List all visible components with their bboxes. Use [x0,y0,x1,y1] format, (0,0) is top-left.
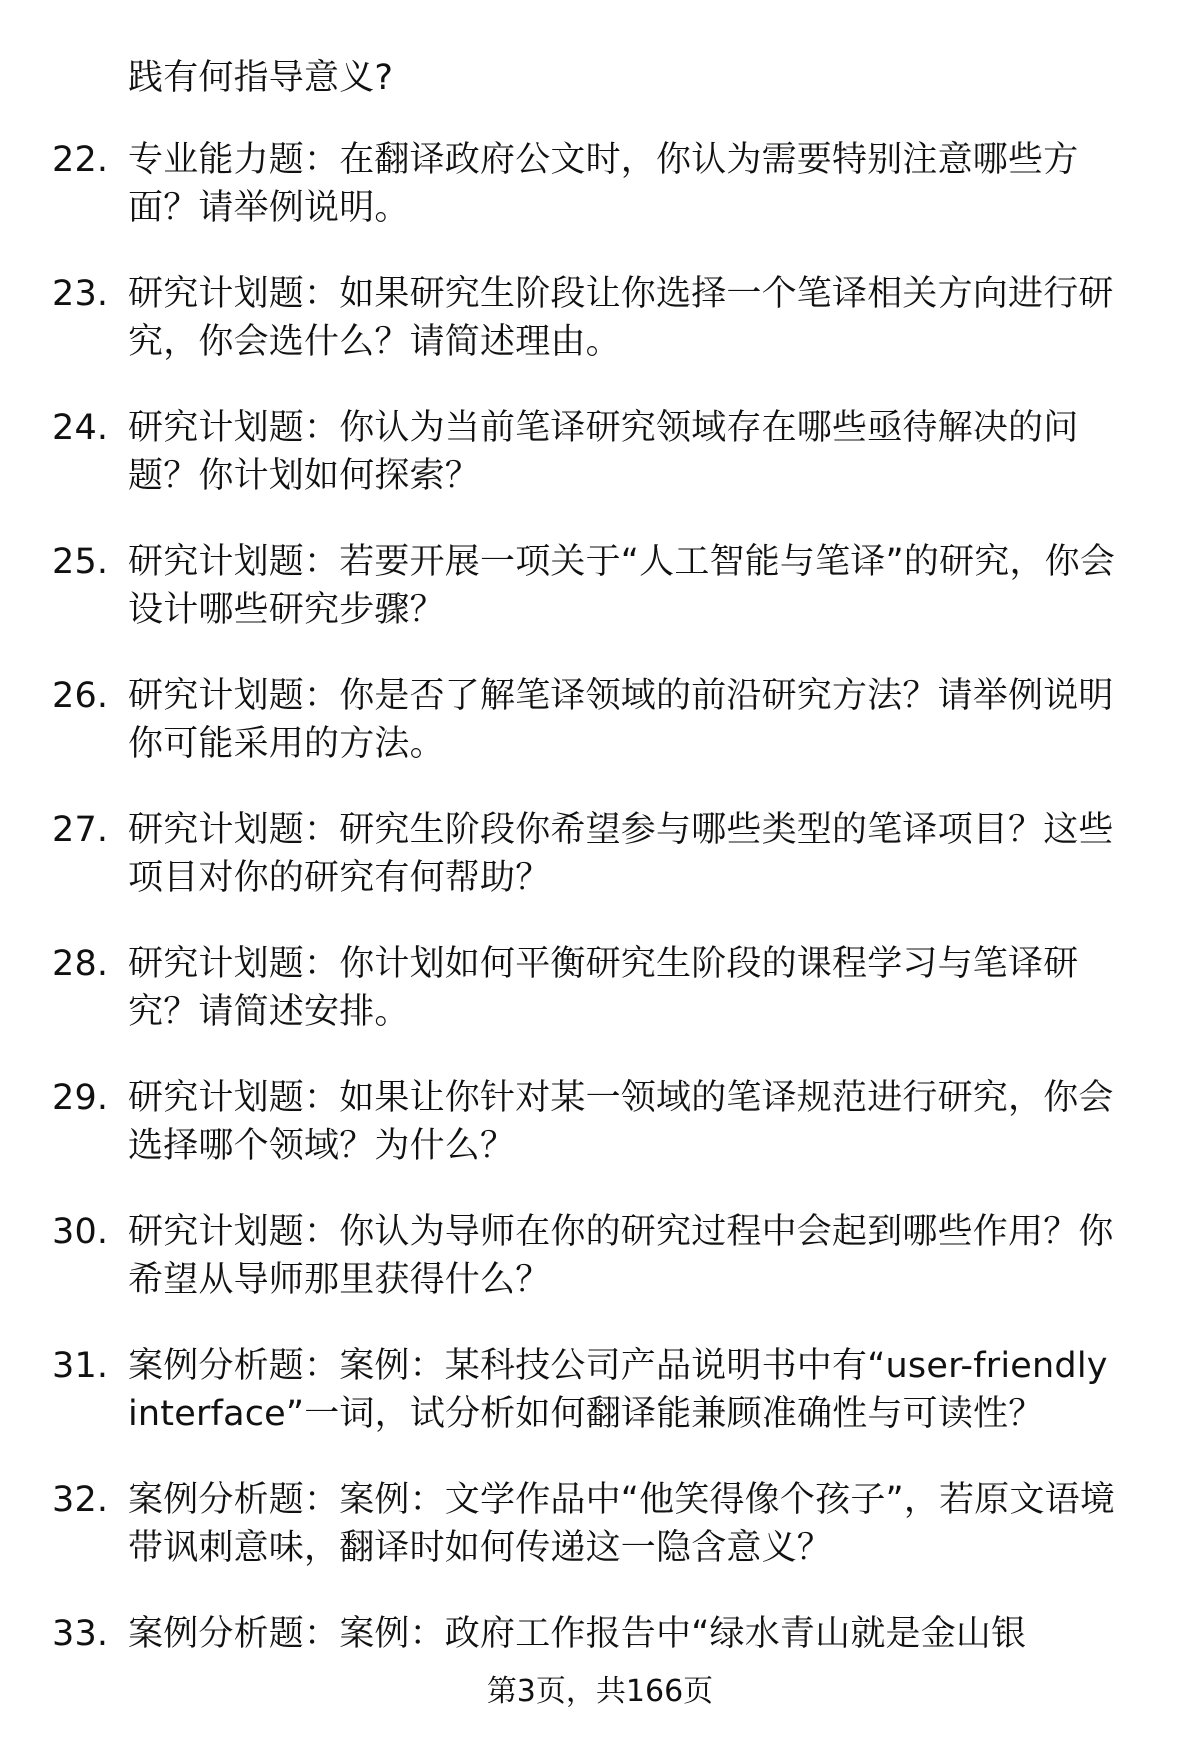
question-item-28 [0,940,1200,1036]
question-text: 案例分析题：案例：文学作品中“他笑得像个孩子”，若原文语境带讽刺意味，翻译时如何传递这一隐含意义？ [128,1480,1116,1568]
question-item-26 [0,672,1200,768]
question-item-22 [0,136,1200,232]
question-item-27 [0,806,1200,902]
question-text: 专业能力题：在翻译政府公文时，你认为需要特别注意哪些方面？请举例说明。 [128,140,1079,228]
question-number: 23. [52,274,109,314]
question-item-30 [0,1208,1200,1304]
question-item-25 [0,538,1200,634]
question-list [0,54,1200,1696]
question-text: 研究计划题：若要开展一项关于“人工智能与笔译”的研究，你会设计哪些研究步骤？ [128,542,1116,630]
question-text: 研究计划题：如果研究生阶段让你选择一个笔译相关方向进行研究，你会选什么？请简述理由。 [128,274,1114,362]
question-text: 践有何指导意义? [128,58,394,98]
question-text: 研究计划题：你认为导师在你的研究过程中会起到哪些作用？你希望从导师那里获得什么？ [128,1212,1114,1300]
question-text: 案例分析题：案例：某科技公司产品说明书中有“user-friendly interface”一词，试分析如何翻译能兼顾准确性与可读性？ [128,1346,1108,1434]
question-number: 32. [52,1480,109,1520]
question-item-continued [0,54,1200,102]
question-number: 30. [52,1212,109,1252]
question-number: 22. [52,140,109,180]
page-footer: 第3页，共166页 [486,1674,714,1709]
question-item-32 [0,1476,1200,1572]
question-number: 31. [52,1346,109,1386]
question-text: 研究计划题：你认为当前笔译研究领域存在哪些亟待解决的问题？你计划如何探索？ [128,408,1079,496]
question-item-23 [0,270,1200,366]
question-text: 研究计划题：你是否了解笔译领域的前沿研究方法？请举例说明你可能采用的方法。 [128,676,1114,764]
question-number: 25. [52,542,109,582]
question-number: 26. [52,676,109,716]
question-item-33 [0,1610,1200,1658]
question-item-24 [0,404,1200,500]
question-text: 研究计划题：如果让你针对某一领域的笔译规范进行研究，你会选择哪个领域？为什么？ [128,1078,1114,1166]
question-number: 24. [52,408,109,448]
question-number: 28. [52,944,109,984]
question-number: 29. [52,1078,109,1118]
question-number: 33. [52,1614,109,1654]
question-text: 研究计划题：你计划如何平衡研究生阶段的课程学习与笔译研究？请简述安排。 [128,944,1079,1032]
question-item-29 [0,1074,1200,1170]
question-number: 27. [52,810,109,850]
question-item-31 [0,1342,1200,1438]
question-text: 研究计划题：研究生阶段你希望参与哪些类型的笔译项目？这些项目对你的研究有何帮助？ [128,810,1114,898]
question-text: 案例分析题：案例：政府工作报告中“绿水青山就是金山银 [128,1614,1027,1654]
